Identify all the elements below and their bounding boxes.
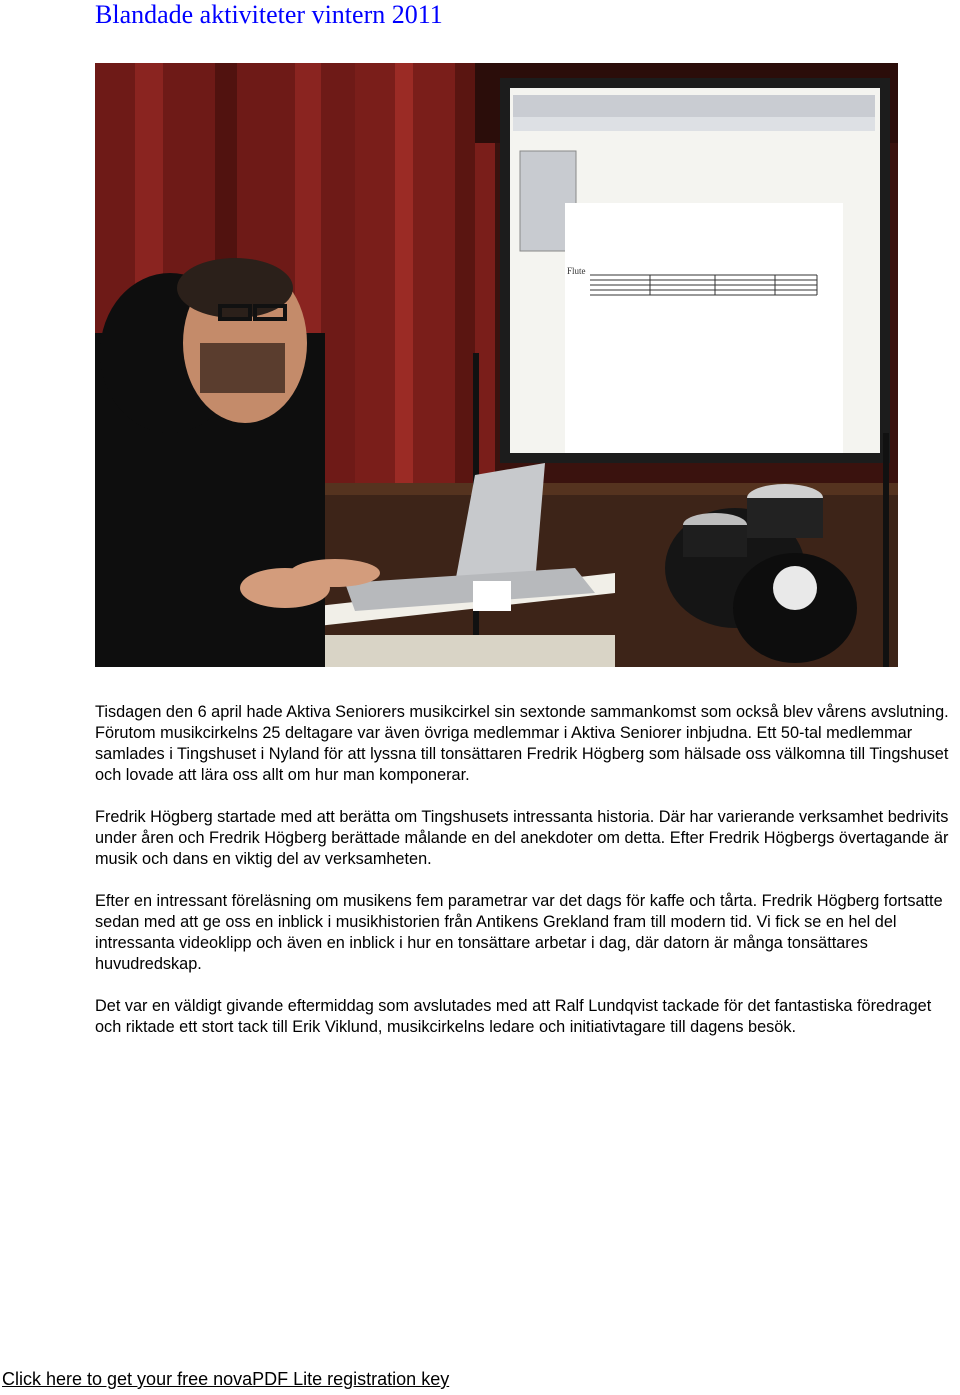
event-photo: [95, 63, 898, 667]
article-paragraph: Tisdagen den 6 april hade Aktiva Seniorers musikcirkel sin sextonde sammankomst som också blev vårens avslutning. Förutom musikcirkelns 25 deltagare var även övriga medlemmar i Aktiva Seniorer inbjudna. Ett 50-tal medlemmar samlades i Tingshuset i Nyland för att lyssna till tonsättaren Fredrik Högberg som hälsade oss välkomna till Tingshuset och lovade att lära oss allt om hur man komponerar.: [95, 703, 949, 784]
article-paragraph: Fredrik Högberg startade med att berätta om Tingshusets intressanta historia. Där har varierande verksamhet bedrivits under åren och Fredrik Högberg berättade målande en del anekdoter om detta. Efter Fredrik Högbergs övertagande är musik och dans en viktig del av verksamheten.: [95, 808, 949, 868]
article-body: [95, 702, 960, 1059]
article-paragraph: Efter en intressant föreläsning om musikens fem parametrar var det dags för kaffe och tårta. Fredrik Högberg fortsatte sedan med att ge oss en inblick i musikhistorien från Antikens Grekland fram till modern tid. Vi fick se en hel del intressanta videoklipp och även en inblick i hur en tonsättare arbetar i dag, där datorn är många tonsättares huvudredskap.: [95, 892, 943, 973]
page-title: Blandade aktiviteter vintern 2011: [95, 0, 443, 29]
staff-label: Flute: [567, 266, 586, 276]
registration-key-link[interactable]: Click here to get your free novaPDF Lite registration key: [2, 1369, 450, 1389]
article-paragraph: Det var en väldigt givande eftermiddag som avslutades med att Ralf Lundqvist tackade för det fantastiska föredraget och riktade ett stort tack till Erik Viklund, musikcirkelns ledare och initiativtagare till dagens besök.: [95, 997, 932, 1036]
